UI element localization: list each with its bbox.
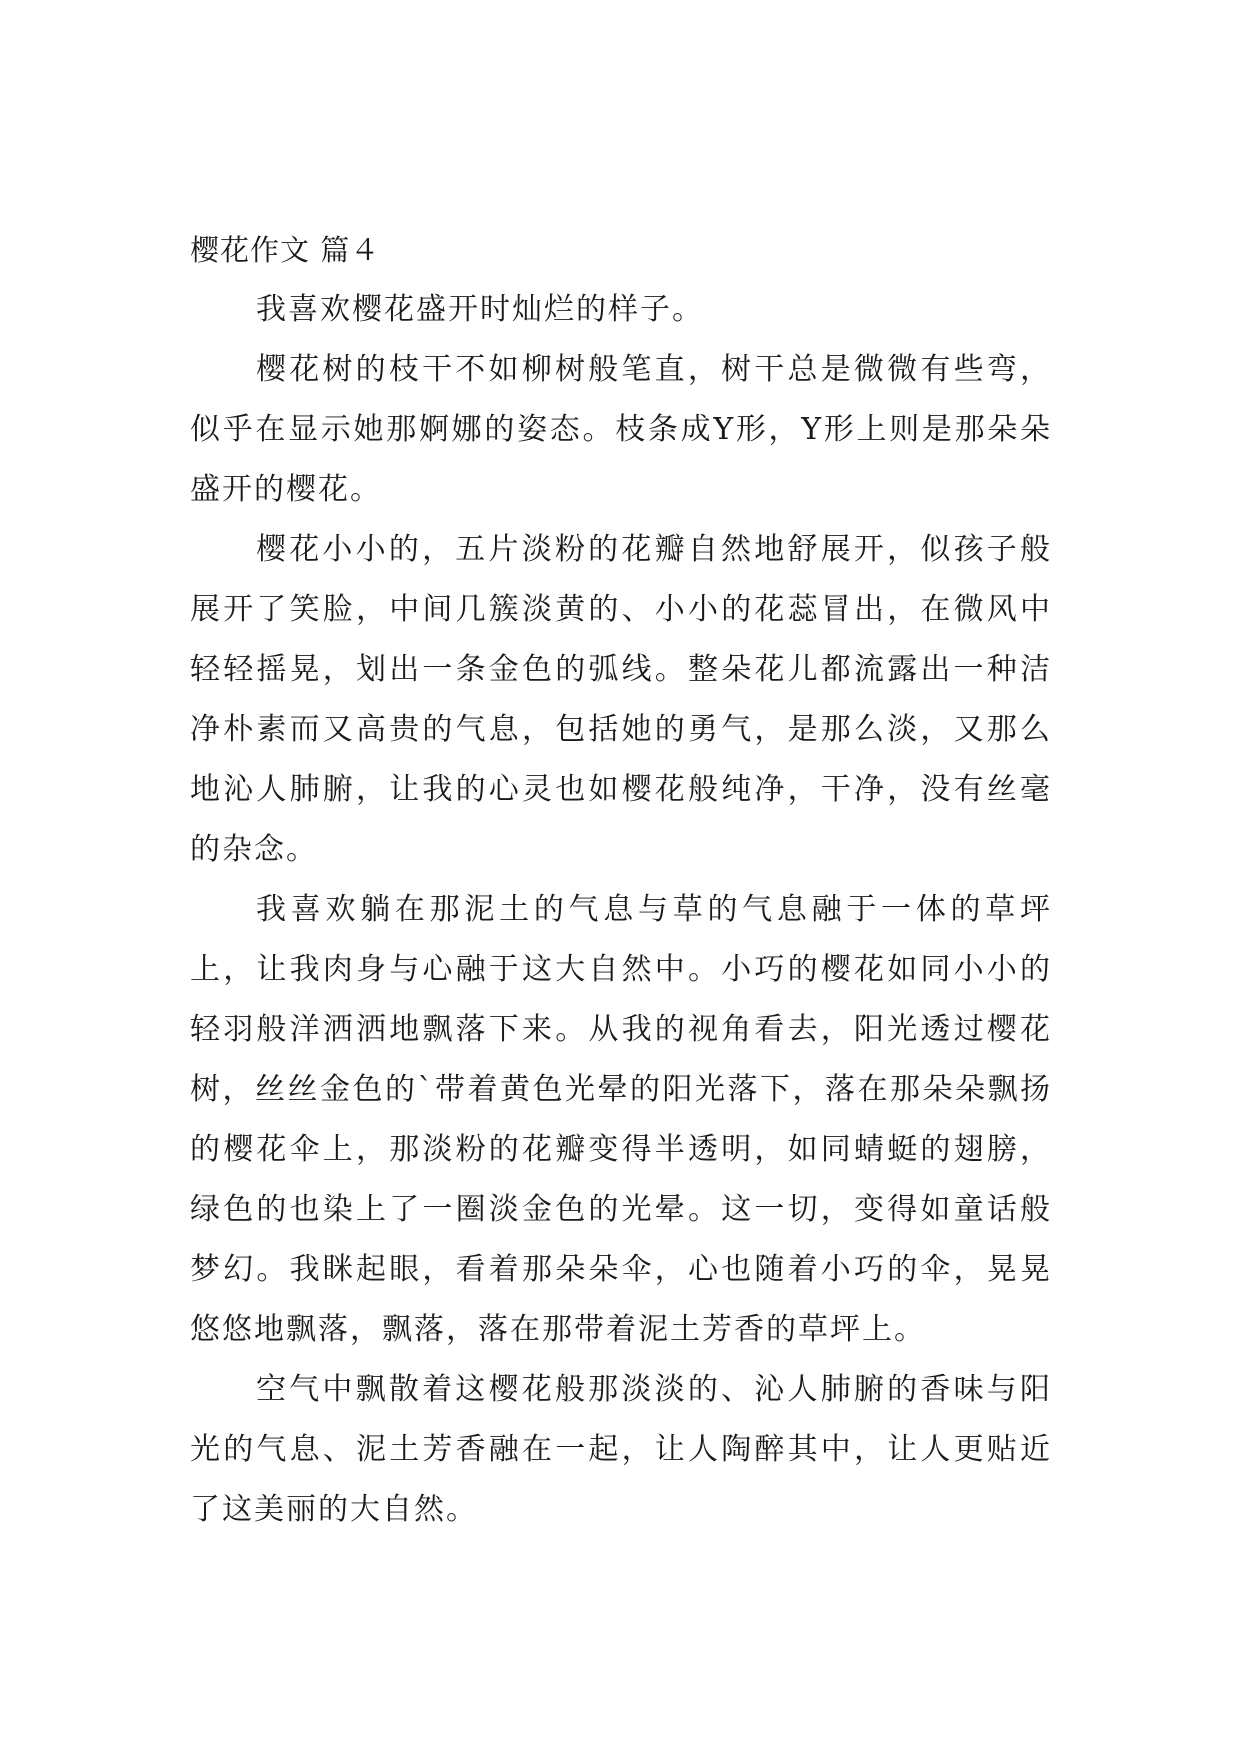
document-body: [190, 220, 1052, 1540]
paragraph-5: 空气中飘散着这樱花般那淡淡的、沁人肺腑的香味与阳光的气息、泥土芳香融在一起，让人陶醉其中，让人更贴近了这美丽的大自然。: [190, 1372, 1052, 1527]
paragraph-2: 樱花树的枝干不如柳树般笔直，树干总是微微有些弯，似乎在显示她那婀娜的姿态。枝条成Y形，Y形上则是那朵朵盛开的樱花。: [190, 352, 1052, 507]
paragraph-3: 樱花小小的，五片淡粉的花瓣自然地舒展开，似孩子般展开了笑脸，中间几簇淡黄的、小小的花蕊冒出，在微风中轻轻摇晃，划出一条金色的弧线。整朵花儿都流露出一种洁净朴素而又高贵的气息，包括她的勇气，是那么淡，又那么地沁人肺腑，让我的心灵也如樱花般纯净，干净，没有丝毫的杂念。: [190, 532, 1052, 867]
document-title: 樱花作文 篇４: [190, 233, 381, 267]
paragraph-1: 我喜欢樱花盛开时灿烂的样子。: [256, 292, 704, 327]
paragraph-4: 我喜欢躺在那泥土的气息与草的气息融于一体的草坪上，让我肉身与心融于这大自然中。小巧的樱花如同小小的轻羽般洋洒洒地飘落下来。从我的视角看去，阳光透过樱花树，丝丝金色的`带着黄色光晕的阳光落下，落在那朵朵飘扬的樱花伞上，那淡粉的花瓣变得半透明，如同蜻蜓的翅膀，绿色的也染上了一圈淡金色的光晕。这一切，变得如童话般梦幻。我眯起眼，看着那朵朵伞，心也随着小巧的伞，晃晃悠悠地飘落，飘落，落在那带着泥土芳香的草坪上。: [190, 892, 1052, 1347]
